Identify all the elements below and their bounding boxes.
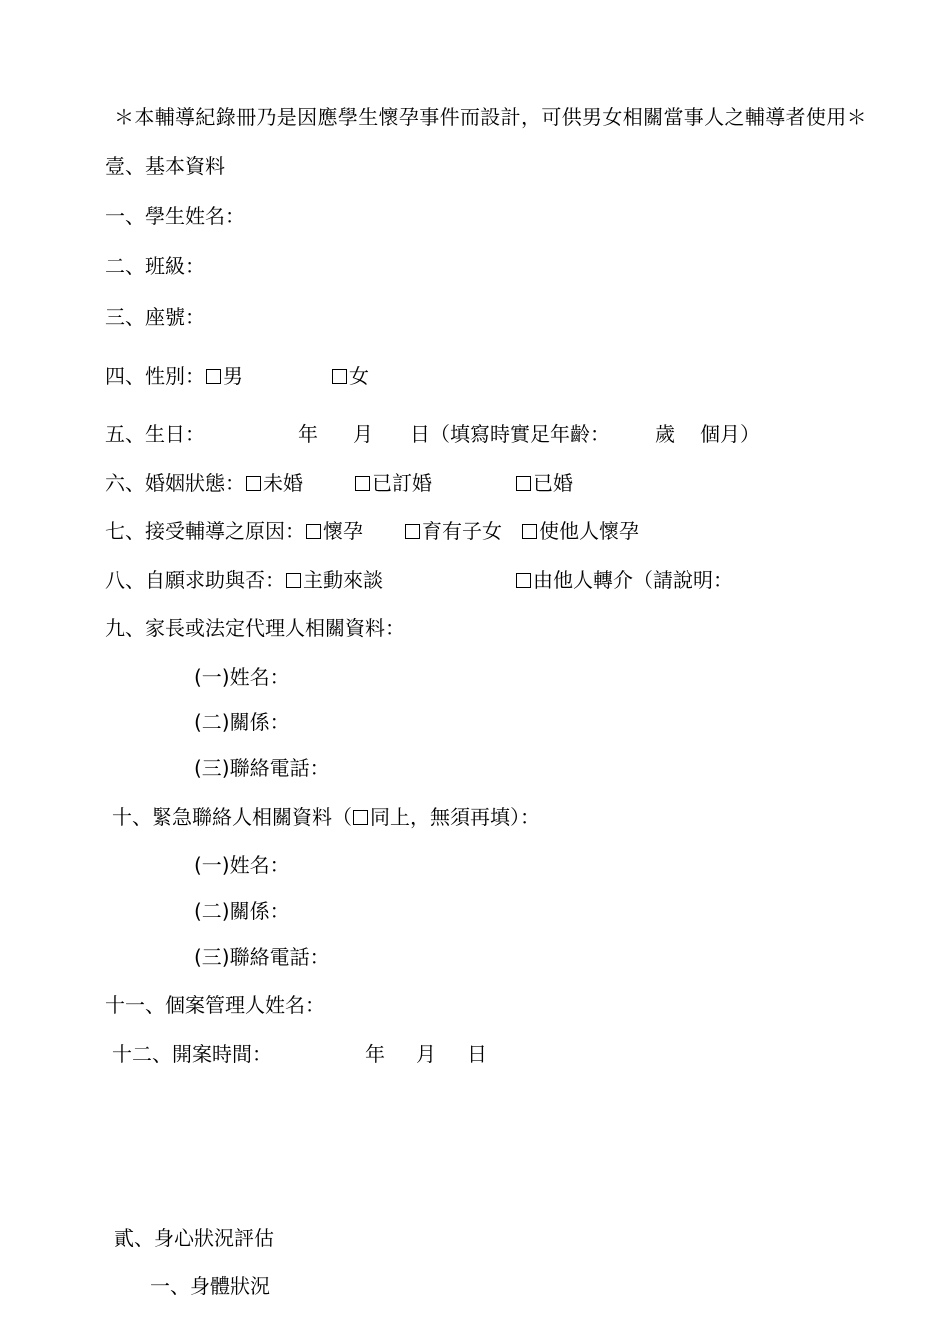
emergency-row: [112, 805, 540, 829]
section-2-title: 貳、身心狀況評估: [114, 1226, 274, 1250]
birthday-month: 月: [353, 422, 373, 446]
reason-child-checkbox[interactable]: [405, 524, 420, 539]
student-name-label: 一、學生姓名：: [105, 204, 245, 228]
gender-row: [105, 364, 243, 388]
emergency-relation-label: (二)關係：: [194, 899, 290, 923]
reason-pregnant-text: 懷孕: [323, 519, 363, 543]
physical-status-label: 一、身體狀況: [150, 1274, 270, 1298]
reason-label: 七、接受輔導之原因：: [105, 519, 305, 543]
gender-label: 四、性別：: [105, 364, 205, 388]
reason-pregnant-checkbox[interactable]: [306, 524, 321, 539]
reason-caused-text: 使他人懷孕: [539, 519, 639, 543]
gender-male-text: 男: [223, 364, 243, 388]
voluntary-label: 八、自願求助與否：: [105, 568, 285, 592]
birthday-day: 日: [410, 422, 430, 446]
section-1-title: 壹、基本資料: [105, 154, 225, 178]
reason-child-text: 育有子女: [422, 519, 502, 543]
reason-caused-option: [521, 519, 639, 543]
birthday-year: 年: [298, 422, 318, 446]
emergency-phone-label: (三)聯絡電話：: [194, 945, 330, 969]
gender-male-checkbox[interactable]: [206, 369, 221, 384]
voluntary-referral-text: 由他人轉介（請說明：: [533, 568, 733, 592]
class-label: 二、班級：: [105, 254, 205, 278]
guardian-name-label: (一)姓名：: [194, 665, 290, 689]
guardian-phone-label: (三)聯絡電話：: [194, 756, 330, 780]
open-date-label: 十二、開案時間：: [112, 1042, 272, 1066]
marital-married-checkbox[interactable]: [516, 476, 531, 491]
marital-engaged-text: 已訂婚: [372, 471, 432, 495]
case-manager-label: 十一、個案管理人姓名：: [105, 993, 325, 1017]
guardian-label: 九、家長或法定代理人相關資料：: [105, 616, 405, 640]
open-date-year: 年: [365, 1042, 385, 1066]
open-date-month: 月: [416, 1042, 436, 1066]
seat-label: 三、座號：: [105, 305, 205, 329]
gender-female-text: 女: [349, 364, 369, 388]
age-years: 歲: [655, 422, 675, 446]
marital-engaged-checkbox[interactable]: [355, 476, 370, 491]
open-date-day: 日: [467, 1042, 487, 1066]
voluntary-self-text: 主動來談: [303, 568, 383, 592]
marital-engaged-option: [354, 471, 432, 495]
emergency-name-label: (一)姓名：: [194, 853, 290, 877]
voluntary-self-checkbox[interactable]: [286, 573, 301, 588]
emergency-same-checkbox[interactable]: [353, 810, 368, 825]
marital-row: [105, 471, 303, 495]
voluntary-referral-checkbox[interactable]: [516, 573, 531, 588]
birthday-label: 五、生日：: [105, 422, 205, 446]
marital-married-option: [515, 471, 573, 495]
gender-female-checkbox[interactable]: [332, 369, 347, 384]
voluntary-row: [105, 568, 383, 592]
marital-married-text: 已婚: [533, 471, 573, 495]
marital-single-checkbox[interactable]: [246, 476, 261, 491]
age-note: （填寫時實足年齡：: [430, 422, 610, 446]
marital-label: 六、婚姻狀態：: [105, 471, 245, 495]
marital-single-text: 未婚: [263, 471, 303, 495]
notice-text: ＊本輔導紀錄冊乃是因應學生懷孕事件而設計，可供男女相關當事人之輔導者使用＊: [114, 105, 867, 129]
emergency-same-text: 同上，無須再填）：: [370, 805, 540, 829]
guardian-relation-label: (二)關係：: [194, 710, 290, 734]
reason-child-option: [404, 519, 502, 543]
age-months: 個月）: [700, 422, 760, 446]
gender-female-option: [331, 364, 369, 388]
reason-row: [105, 519, 363, 543]
reason-caused-checkbox[interactable]: [522, 524, 537, 539]
emergency-label: 十、緊急聯絡人相關資料（: [112, 805, 352, 829]
voluntary-referral-option: [515, 568, 733, 592]
